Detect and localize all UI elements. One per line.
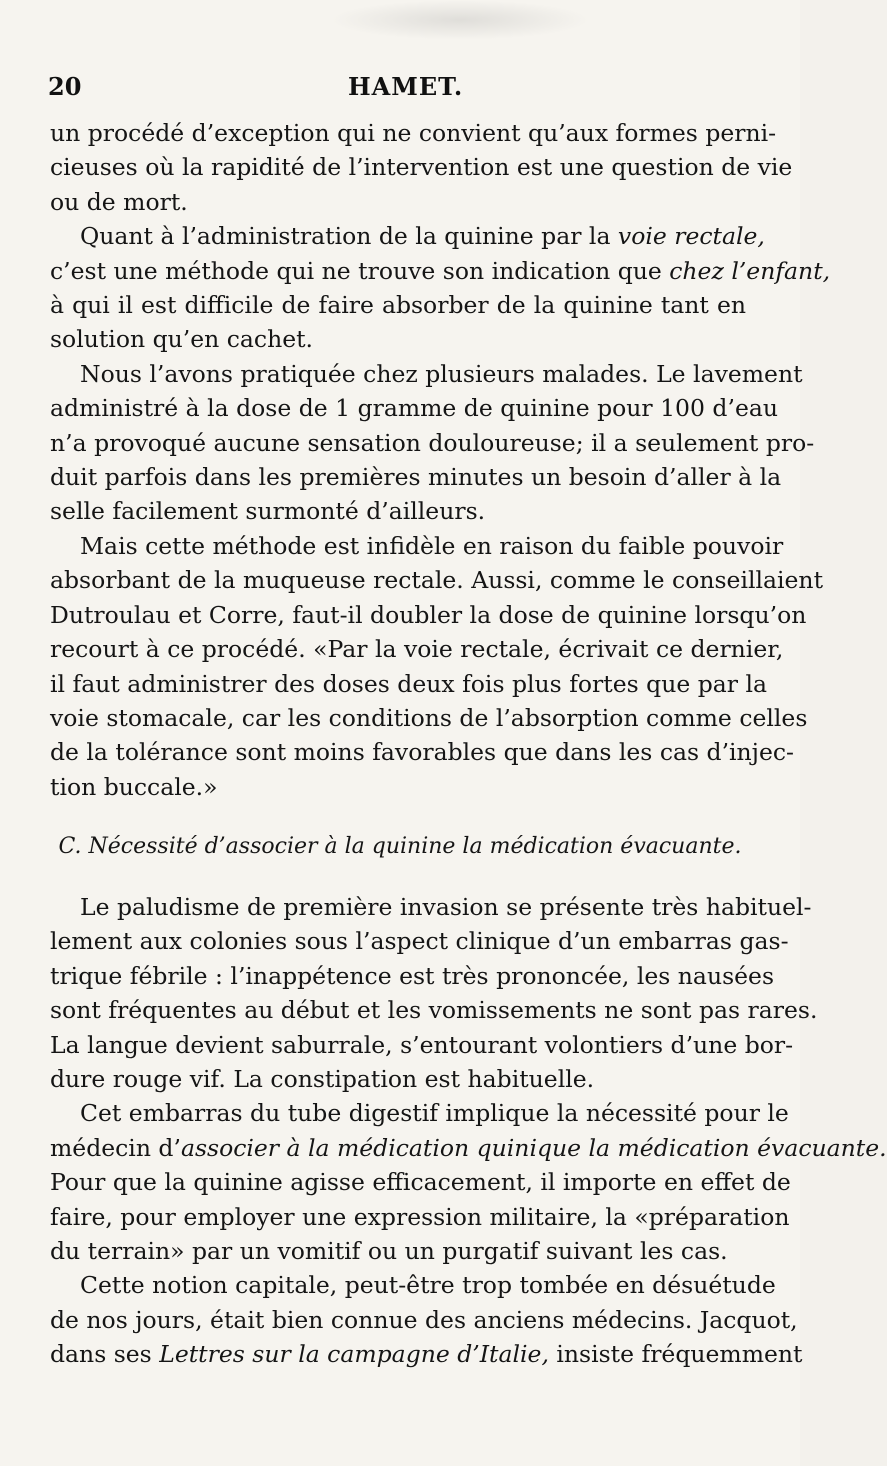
text-line: Dutroulau et Corre, faut-il doubler la dose de quinine lorsqu’on: [50, 600, 807, 629]
text-line: du terrain» par un vomitif ou un purgatif suivant les cas.: [50, 1237, 728, 1266]
body-text-lower: [50, 890, 887, 1372]
paragraph: [50, 357, 815, 529]
text-line: lement aux colonies sous l’aspect clinique d’un embarras gas-: [50, 927, 789, 956]
running-title: HAMET.: [348, 72, 464, 101]
text-run: dans ses: [50, 1340, 160, 1369]
text-line: administré à la dose de 1 gramme de quinine pour 100 d’eau: [50, 394, 778, 423]
text-line: absorbant de la muqueuse rectale. Aussi, comme le conseillaient: [50, 566, 824, 595]
text-line: Le paludisme de première invasion se présente très habituel-: [80, 893, 812, 921]
text-line: à qui il est difficile de faire absorber de la quinine tant en: [50, 291, 746, 320]
text-line: sont fréquentes au début et les vomissements ne sont pas rares.: [50, 996, 818, 1025]
italic-run: Lettres sur la campagne d’Italie,: [159, 1340, 549, 1369]
text-line: n’a provoqué aucune sensation douloureuse; il a seulement pro-: [50, 428, 815, 457]
text-line: duit parfois dans les premières minutes un besoin d’aller à la: [50, 463, 782, 492]
text-line: dure rouge vif. La constipation est habituelle.: [50, 1065, 595, 1094]
paragraph: [50, 1268, 803, 1371]
text-line: de nos jours, était bien connue des anciens médecins. Jacquot,: [50, 1305, 798, 1334]
paragraph: [50, 116, 793, 219]
text-line: il faut administrer des doses deux fois plus fortes que par la: [50, 669, 768, 698]
text-line: Mais cette méthode est infidèle en raison du faible pouvoir: [80, 531, 784, 560]
text-run: Quant à l’administration de la quinine par la: [80, 222, 618, 251]
paragraph: [50, 890, 818, 1096]
text-run: médecin d’: [50, 1133, 181, 1162]
running-header: [48, 72, 752, 108]
italic-run: associer à la médication quinique la médication évacuante.: [180, 1133, 887, 1162]
text-line: voie stomacale, car les conditions de l’absorption comme celles: [50, 703, 808, 732]
text-line: faire, pour employer une expression militaire, la «préparation: [50, 1202, 790, 1231]
text-line: Cette notion capitale, peut-être trop tombée en désuétude: [80, 1271, 776, 1300]
text-line: trique fébrile : l’inappétence est très prononcée, les nausées: [50, 961, 775, 990]
text-line: [50, 254, 831, 288]
text-line: Cet embarras du tube digestif implique la nécessité pour le: [80, 1099, 789, 1128]
text-line: [50, 1131, 887, 1165]
text-line: Nous l’avons pratiquée chez plusieurs malades. Le lavement: [80, 359, 803, 388]
paragraph: [50, 529, 824, 804]
paragraph: [50, 219, 831, 357]
text-line: selle facilement surmonté d’ailleurs.: [50, 497, 486, 526]
text-line: solution qu’en cachet.: [50, 325, 314, 354]
text-line: La langue devient saburrale, s’entourant volontiers d’une bor-: [50, 1030, 794, 1059]
text-line: cieuses où la rapidité de l’intervention est une question de vie: [50, 153, 793, 182]
page-scuff-mark: [330, 0, 590, 40]
text-line: recourt à ce procédé. «Par la voie rectale, écrivait ce dernier,: [50, 635, 784, 664]
paragraph: [50, 1096, 887, 1268]
section-heading: C. Nécessité d’associer à la quinine la médication évacuante.: [58, 834, 742, 859]
text-line: [50, 1337, 803, 1371]
text-line: [50, 219, 765, 253]
text-run: insiste fréquemment: [548, 1340, 803, 1369]
text-run: c’est une méthode qui ne trouve son indication que: [50, 256, 670, 285]
text-line: de la tolérance sont moins favorables que dans les cas d’injec-: [50, 738, 794, 767]
italic-run: voie rectale,: [617, 222, 765, 251]
body-text-upper: [50, 116, 831, 804]
text-line: ou de mort.: [50, 187, 188, 216]
italic-run: chez l’enfant,: [669, 256, 831, 285]
text-line: tion buccale.»: [50, 772, 218, 801]
text-line: Pour que la quinine agisse efficacement, il importe en effet de: [50, 1168, 791, 1197]
text-line: un procédé d’exception qui ne convient qu’aux formes perni-: [50, 119, 777, 147]
page-number: 20: [48, 72, 82, 101]
